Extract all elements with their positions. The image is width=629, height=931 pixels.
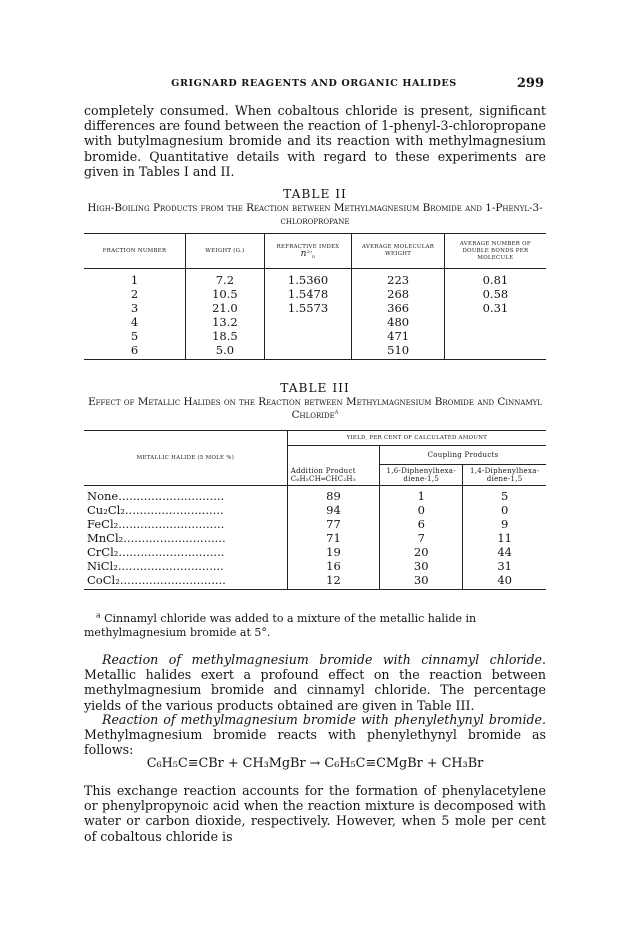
cell-double-bonds	[444, 329, 546, 343]
table-3-title-mark: a	[334, 406, 339, 416]
table-3-footnote	[84, 612, 546, 640]
intro-paragraph: completely consumed. When cobaltous chloride is present, significant differences are found between the reaction of 1-phenyl-3-chloropropane with butylmagnesium bromide and its reaction with methylmagnesium bromide. Quantitative details with regard to these experiments are given in Tables I and II.	[84, 103, 546, 179]
cell-double-bonds: 0.58	[482, 287, 509, 301]
cell-fraction: 5	[84, 329, 186, 343]
table-row	[84, 329, 546, 343]
cell-halide: MnCl₂............................	[84, 531, 287, 545]
page-number: 299	[516, 76, 544, 91]
table-row	[84, 486, 546, 504]
table-row	[84, 343, 546, 360]
header-weight: WEIGHT (G.)	[186, 234, 265, 269]
cell-refractive: 1.5360	[264, 269, 352, 288]
header-diene-16: 1,6-Diphenylhexa-diene-1,5	[380, 465, 463, 486]
cell-diene-16: 20	[380, 545, 463, 559]
cell-diene-14: 11	[497, 531, 512, 545]
cell-diene-14: 31	[497, 559, 512, 573]
cell-halide: FeCl₂.............................	[84, 517, 287, 531]
section-cinnamyl	[84, 652, 546, 713]
cell-weight: 21.0	[186, 301, 265, 315]
cell-diene-16: 0	[380, 503, 463, 517]
cell-diene-16: 30	[380, 559, 463, 573]
table-row	[84, 559, 546, 573]
cell-halide: Cu₂Cl₂...........................	[84, 503, 287, 517]
cell-refractive	[264, 343, 352, 360]
cell-fraction: 2	[84, 287, 186, 301]
cell-addition: 94	[287, 503, 379, 517]
cell-weight: 7.2	[186, 269, 265, 288]
closing-paragraph: This exchange reaction accounts for the formation of phenylacetylene or phenylpropynoic acid when the reaction mixture is decomposed with water or carbon dioxide, respectively. However, when 5 mole per cent of cobaltous chloride is	[84, 783, 546, 844]
halide-name: None	[87, 489, 119, 503]
halide-name: CrCl₂	[87, 545, 119, 559]
table-3-title	[84, 396, 546, 422]
halide-name: MnCl₂	[87, 531, 124, 545]
cell-mol-weight: 223	[352, 269, 444, 288]
cell-weight: 5.0	[186, 343, 265, 360]
cell-weight: 10.5	[186, 287, 265, 301]
header-addition-product	[287, 446, 379, 486]
table-2-label: TABLE II	[283, 187, 347, 201]
cell-refractive	[264, 315, 352, 329]
cell-diene-16: 6	[380, 517, 463, 531]
cell-diene-14: 44	[497, 545, 512, 559]
refractive-label: REFRACTIVE INDEX	[276, 243, 340, 250]
addition-label: Addition Product	[290, 467, 356, 475]
halide-name: NiCl₂	[87, 559, 118, 573]
header-molecular-weight: AVERAGE MOLECULAR WEIGHT	[352, 234, 444, 269]
header-fraction-number: FRACTION NUMBER	[84, 234, 186, 269]
cell-double-bonds	[444, 343, 546, 360]
cell-double-bonds	[444, 315, 546, 329]
section-cinnamyl-text: Metallic halides exert a profound effect on the reaction between methylmagnesium bromide and cinnamyl chloride. The percentage yields of the various products obtained are given in Table III.	[84, 667, 546, 713]
running-title: GRIGNARD REAGENTS AND ORGANIC HALIDES	[171, 78, 457, 89]
header-metallic-halide: METALLIC HALIDE (5 MOLE %)	[84, 431, 287, 486]
cell-halide: CoCl₂.............................	[84, 573, 287, 590]
cell-addition: 16	[287, 559, 379, 573]
table-3-label: TABLE III	[280, 381, 350, 395]
table-row	[84, 503, 546, 517]
cell-refractive	[264, 329, 352, 343]
section-phenylethynyl-heading: Reaction of methylmagnesium bromide with phenylethynyl bromide.	[102, 712, 546, 727]
refractive-sup: 20	[306, 248, 313, 254]
cell-mol-weight: 480	[352, 315, 444, 329]
refractive-symbol: n	[300, 248, 307, 259]
table-2	[84, 233, 546, 360]
header-refractive-index	[264, 234, 352, 269]
header-coupling-products: Coupling Products	[380, 446, 546, 465]
table-row	[84, 545, 546, 559]
cell-refractive: 1.5573	[264, 301, 352, 315]
halide-name: FeCl₂	[87, 517, 119, 531]
cell-double-bonds: 0.31	[482, 301, 509, 315]
halide-name: CoCl₂	[87, 573, 120, 587]
cell-weight: 18.5	[186, 329, 265, 343]
cell-refractive: 1.5478	[264, 287, 352, 301]
table-row	[84, 573, 546, 590]
table-row	[84, 517, 546, 531]
cell-fraction: 6	[84, 343, 186, 360]
cell-diene-16: 30	[380, 573, 463, 590]
cell-mol-weight: 510	[352, 343, 444, 360]
cell-diene-16: 1	[380, 486, 463, 504]
cell-halide: NiCl₂.............................	[84, 559, 287, 573]
cell-fraction: 3	[84, 301, 186, 315]
table-row	[84, 531, 546, 545]
cell-addition: 12	[287, 573, 379, 590]
header-double-bonds: AVERAGE NUMBER OF DOUBLE BONDS PER MOLECULE	[444, 234, 546, 269]
table-2-title: High-Boiling Products from the Reaction between Methylmagnesium Bromide and 1-Phenyl-3-chloropropane	[87, 202, 543, 227]
section-cinnamyl-heading: Reaction of methylmagnesium bromide with cinnamyl chloride.	[102, 652, 546, 667]
table-3-header-row-1	[84, 431, 546, 446]
table-row	[84, 287, 546, 301]
table-2-header-row	[84, 234, 546, 269]
cell-diene-14: 40	[463, 573, 546, 590]
reaction-equation: C₆H₅C≡CBr + CH₃MgBr → C₆H₅C≡CMgBr + CH₃Br	[146, 756, 484, 771]
footnote-text: Cinnamyl chloride was added to a mixture of the metallic halide in methylmagnesium bromide at 5°.	[84, 612, 477, 639]
cell-halide: CrCl₂.............................	[84, 545, 287, 559]
cell-double-bonds: 0.81	[482, 273, 509, 287]
cell-fraction: 1	[84, 269, 186, 288]
section-phenylethynyl	[84, 712, 546, 758]
running-header	[84, 76, 544, 92]
cell-fraction: 4	[84, 315, 186, 329]
cell-addition: 77	[287, 517, 379, 531]
cell-halide: None.............................	[84, 486, 287, 504]
cell-mol-weight: 268	[352, 287, 444, 301]
cell-mol-weight: 366	[352, 301, 444, 315]
section-phenylethynyl-text: Methylmagnesium bromide reacts with phenylethynyl bromide as follows:	[84, 727, 546, 758]
refractive-sub: D	[312, 253, 316, 259]
cell-addition: 19	[287, 545, 379, 559]
cell-addition: 71	[287, 531, 379, 545]
cell-mol-weight: 471	[352, 329, 444, 343]
cell-diene-14: 0	[500, 503, 509, 517]
table-row	[84, 301, 546, 315]
footnote-mark: a	[96, 610, 101, 620]
cell-addition: 89	[287, 486, 379, 504]
header-diene-14: 1,4-Diphenylhexa-diene-1,5	[463, 465, 546, 486]
table-3-title-text: Effect of Metallic Halides on the Reaction between Methylmagnesium Bromide and Cinnamyl Chloride	[88, 396, 542, 421]
table-row	[84, 269, 546, 288]
cell-weight: 13.2	[186, 315, 265, 329]
addition-formula: C₆H₅CH═CHC₂H₅	[290, 475, 356, 483]
halide-name: Cu₂Cl₂	[87, 503, 125, 517]
table-3	[84, 430, 546, 590]
table-row	[84, 315, 546, 329]
header-yield: YIELD, PER CENT OF CALCULATED AMOUNT	[287, 431, 546, 446]
cell-diene-14: 9	[500, 517, 509, 531]
cell-diene-16: 7	[380, 531, 463, 545]
cell-diene-14: 5	[500, 489, 509, 503]
